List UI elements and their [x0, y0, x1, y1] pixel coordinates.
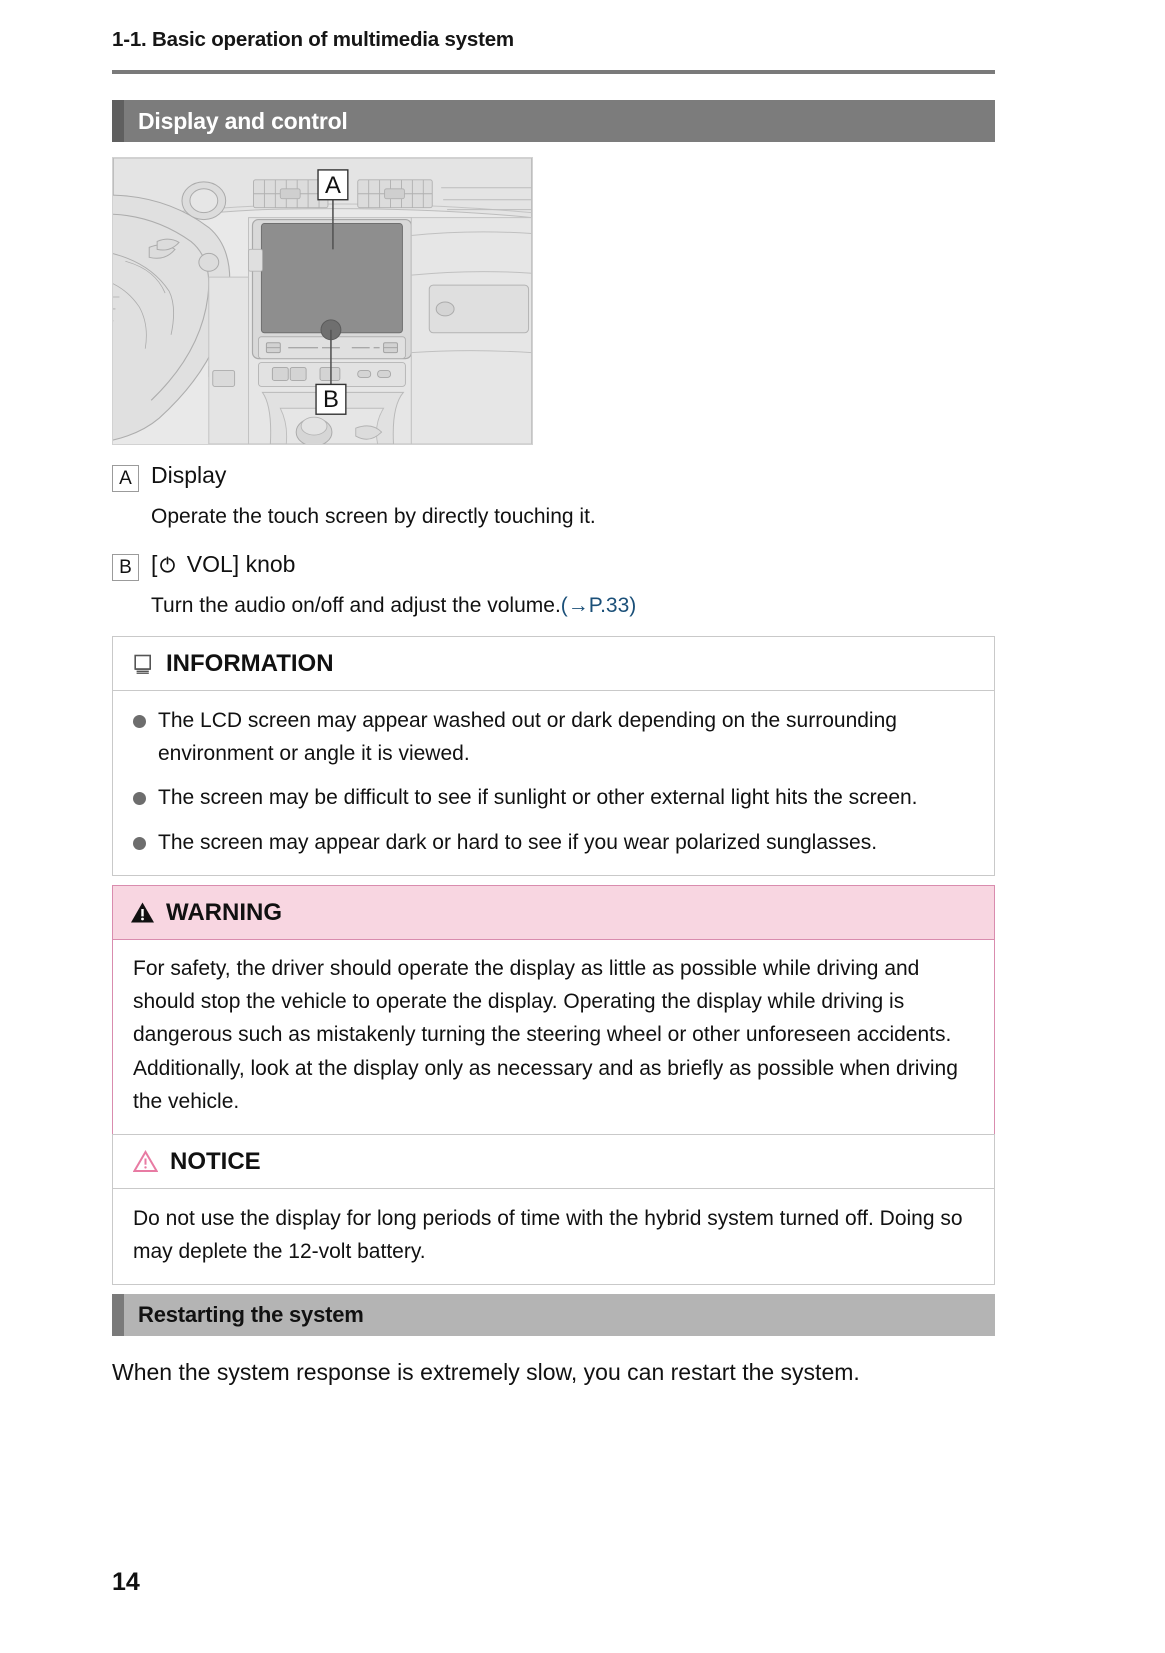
page-reference-link[interactable]: (→P.33) [560, 594, 637, 617]
notice-box [112, 1134, 995, 1285]
information-bullet [133, 782, 974, 815]
subsection-body: When the system response is extremely slow, you can restart the system. [112, 1359, 860, 1385]
notice-triangle-icon [133, 1150, 158, 1173]
information-box [112, 636, 995, 876]
information-bullet-text: The screen may appear dark or hard to see if you wear polarized sunglasses. [158, 830, 878, 854]
callout-b-description [151, 593, 636, 618]
notice-header [112, 1134, 995, 1189]
header-rule [112, 70, 995, 74]
running-header: 1-1. Basic operation of multimedia system [112, 28, 514, 51]
warning-header [112, 885, 995, 940]
svg-text:A: A [324, 171, 341, 199]
callout-b-letter: B [112, 554, 139, 581]
callout-a-description: Operate the touch screen by directly touching it. [151, 505, 596, 528]
information-bullet-text: The LCD screen may appear washed out or dark depending on the surrounding environment or angle it is viewed. [158, 709, 897, 765]
information-title: INFORMATION [166, 649, 334, 677]
title-bar-edge [112, 100, 124, 142]
section-title: Display and control [138, 107, 348, 134]
bullet-dot-icon [133, 792, 146, 805]
information-header [112, 636, 995, 691]
subtitle-bar-edge [112, 1294, 124, 1336]
page-number: 14 [112, 1568, 140, 1596]
callout-a-letter: A [112, 465, 139, 492]
callout-a [112, 462, 596, 529]
callout-a-row [112, 462, 596, 492]
svg-text:B: B [322, 386, 339, 414]
callout-b-row [112, 551, 636, 581]
bullet-dot-icon [133, 837, 146, 850]
section-title-bar [112, 100, 995, 142]
information-body [112, 691, 995, 876]
warning-body: For safety, the driver should operate the display as little as possible while driving and should stop the vehicle to operate the display. Operating the display while driving is dangerous such as mistakenly turning the steering wheel or other unforeseen accidents. Additionally, look at the display only as necessary and as briefly as possible when driving the vehicle. [112, 940, 995, 1135]
bracket-open: [ [151, 551, 158, 577]
notice-title: NOTICE [170, 1147, 261, 1175]
power-icon [158, 555, 177, 574]
vol-knob-label-suffix: VOL] knob [180, 551, 296, 577]
information-bullet [133, 827, 974, 860]
warning-box [112, 885, 995, 1135]
callout-b [112, 551, 636, 618]
subsection-title-bar [112, 1294, 995, 1336]
information-bullet-text: The screen may be difficult to see if sunlight or other external light hits the screen. [158, 786, 918, 810]
callout-b-text: Turn the audio on/off and adjust the volume. [151, 594, 561, 617]
warning-title: WARNING [166, 898, 282, 926]
notice-body: Do not use the display for long periods of time with the hybrid system turned off. Doing so may deplete the 12-volt battery. [112, 1189, 995, 1285]
information-bullet [133, 705, 974, 770]
bullet-dot-icon [133, 715, 146, 728]
subsection-title: Restarting the system [138, 1302, 364, 1327]
dashboard-illustration [112, 157, 533, 445]
callout-a-label: Display [151, 462, 227, 488]
callout-b-label [151, 551, 295, 577]
book-icon [133, 653, 154, 675]
warning-triangle-icon [130, 901, 155, 924]
